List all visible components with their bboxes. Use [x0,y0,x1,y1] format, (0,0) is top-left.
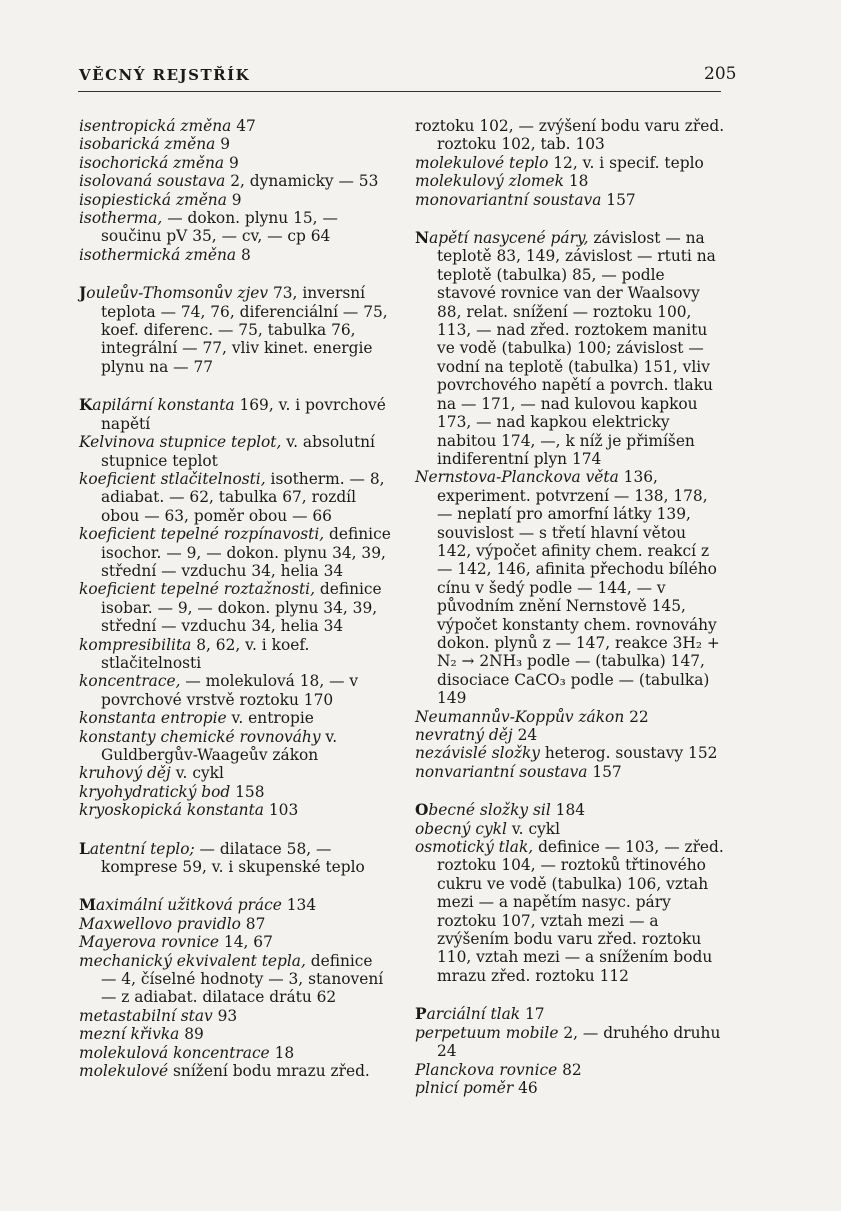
index-entry [415,1005,725,1023]
entry-term: isentropická změna [79,117,232,135]
entry-term: apilární konstanta [92,396,235,415]
entry-references: 184 [550,801,586,820]
entry-term: koeficient tepelné roztažnosti, [79,580,315,599]
entry-references: definice isochor. — 9, — dokon. plynu 34, 39, střední — vzduchu 34, helia 34 [101,525,391,580]
entry-references: 8, 62, v. i koef. stlačitelnosti [101,635,310,672]
entry-term: mechanický ekvivalent tepla, [79,951,306,970]
entry-references: 46 [513,1078,538,1097]
entry-initial: L [79,839,90,858]
entry-references: 2, dynamicky — 53 [225,172,379,191]
entry-references: 12, v. i specif. teplo [548,153,704,172]
entry-references: 93 [212,1006,238,1025]
index-entry [415,801,725,819]
index-entry [79,840,391,877]
entry-initial: N [415,229,430,248]
entry-references: v. entropie [226,709,314,728]
entry-references: v. cykl [170,764,224,783]
entry-term: Nernstova-Planckova věta [415,468,619,487]
entry-term: nonvariantní soustava [415,762,588,781]
index-entry [79,246,391,264]
index-entry [79,284,391,376]
entry-references: v. Guldbergův-Waageův zákon [101,727,338,764]
entry-references: 87 [240,914,266,933]
entry-term: obecný cykl [415,819,507,838]
index-entry [415,708,725,726]
index-entry [415,1024,725,1061]
entry-term: ouleův-Thomsonův zjev [86,284,269,303]
entry-term: monovariantní soustava [415,190,602,209]
index-entry [415,1079,725,1097]
entry-term: metastabilní stav [79,1006,213,1025]
index-entry [415,726,725,744]
index-entry [79,209,391,246]
index-entry [79,709,391,727]
entry-references: 136, experiment. potvrzení — 138, 178, — neplatí pro amorfní látky 139, souvislost — s třetí hlavní větou 142, výpočet afinity chem. reakcí z — 142, 146, afinita přechodu bílého cínu v šedý podle — 144, — v původním znění Nernstově 145, výpočet konstanty chem. rovnováhy dokon. plynů z — 147, reakce 3H₂ + N₂ → 2NH₃ podle — (tabulka) 147, disociace CaCO₃ podle — (tabulka) 149 [437,468,720,708]
entry-references: 8 [236,245,251,264]
index-entry [415,763,725,781]
entry-term: nezávislé složky [415,744,540,763]
index-entry [415,468,725,707]
index-entry [79,1044,391,1062]
entry-initial: M [79,896,97,915]
entry-references: 24 [512,726,538,744]
entry-term: isobarická změna [79,135,216,154]
index-entry [415,820,725,838]
entry-initial: K [79,396,93,415]
entry-references: heterog. soustavy 152 [539,744,718,763]
entry-term: nevratný děj [415,726,513,744]
index-entry [415,744,725,762]
entry-references: 9 [224,153,239,172]
index-entry [79,1062,391,1080]
index-entry [79,764,391,782]
entry-term: kruhový děj [79,764,171,783]
entry-references: snížení bodu mrazu zřed. [168,1062,370,1081]
entry-term: koncentrace, [79,672,181,691]
entry-term: mezní křivka [79,1025,180,1044]
index-entry [415,191,725,209]
entry-references: 157 [587,762,622,781]
entry-term: Neumannův-Koppův zákon [415,707,625,726]
index-entry [79,396,391,433]
entry-term: Mayerova rovnice [79,933,220,952]
entry-references: definice — 103, — zřed. roztoku 104, — roztoků třtinového cukru ve vodě (tabulka) 106, vztah mezi — a napětím nasyc. páry roztoku 107, vztah mezi — a zvýšením bodu varu zřed. roztoku 110, vztah mezi — a snížením bodu mrazu zřed. roztoku 112 [437,838,724,985]
entry-term: isochorická změna [79,153,225,172]
entry-references: 14, 67 [219,933,273,952]
entry-term: isothermická změna [79,245,237,264]
index-entry [79,154,391,172]
entry-references: 17 [520,1005,545,1024]
entry-initial: P [415,1005,427,1024]
entry-term: plnicí poměr [415,1078,514,1097]
index-entry [415,838,725,985]
header-rule [78,91,721,92]
entry-references: 9 [226,190,242,209]
index-entry [79,580,391,635]
entry-term: arciální tlak [426,1005,521,1024]
entry-references: — molekulová 18, — v povrchové vrstvě roztoku 170 [101,672,359,709]
entry-term: Kelvinova stupnice teplot, [79,433,282,452]
entry-references: 157 [601,190,636,209]
entry-term: perpetuum mobile [415,1023,559,1042]
entry-references: 47 [231,117,256,135]
index-entry [79,801,391,819]
index-entry [79,952,391,1007]
index-entry [79,1025,391,1043]
index-entry [415,172,725,190]
entry-term: isopiestická změna [79,190,227,209]
index-entry [79,636,391,673]
entry-references: definice — 4, číselné hodnoty — 3, stanovení — z adiabat. dilatace drátu 62 [101,951,384,1007]
index-entry [79,728,391,765]
index-entry [79,525,391,580]
index-entry [79,117,391,135]
entry-references: definice isobar. — 9, — dokon. plynu 34, 39, střední — vzduchu 34, helia 34 [101,580,382,636]
entry-references: závislost — na teplotě 83, 149, závislost — rtuti na teplotě (tabulka) 85, — podle stavové rovnice van der Waalsovy 88, relat. snížení — roztoku 100, 113, — nad zřed. roztokem manitu ve vodě (tabulka) 100; závislost — vodní na teplotě (tabulka) 151, vliv povrchového napětí a povrch. tlaku na — 171, — nad kulovou kapkou 173, — nad kapkou elektricky nabitou 174, —, k níž je přimíšen indiferentní plyn 174 [437,229,716,468]
entry-references: 9 [215,135,230,154]
index-entry [79,783,391,801]
entry-term: aximální užitková práce [96,896,282,915]
entry-references: 22 [624,707,649,726]
index-entry [415,117,725,154]
index-entry [415,154,725,172]
entry-references: 18 [269,1043,295,1062]
entry-references: v. cykl [506,819,561,838]
entry-term: apětí nasycené páry, [429,229,589,248]
entry-term: koeficient stlačitelnosti, [79,469,266,488]
entry-term: molekulový zlomek [415,172,564,191]
entry-references: 169, v. i povrchové napětí [101,396,386,433]
running-header-title: VĚCNÝ REJSTŘÍK [79,66,251,84]
index-entry [79,915,391,933]
entry-term: kryohydratický bod [79,782,231,801]
entry-term: molekulová koncentrace [79,1043,270,1062]
entry-references: 18 [563,172,589,191]
index-entry [415,229,725,468]
index-entry [79,1007,391,1025]
entry-references: 2, — druhého druhu 24 [437,1023,721,1061]
index-entry [79,896,391,914]
entry-references: 134 [281,896,317,915]
entry-references: isotherm. — 8, adiabat. — 62, tabulka 67, rozdíl obou — 63, poměr obou — 66 [101,469,385,525]
entry-term: kryoskopická konstanta [79,801,264,820]
index-entry [415,1061,725,1079]
entry-initial: J [79,284,87,303]
entry-references: 158 [230,782,265,801]
entry-references: 103 [263,801,299,820]
entry-term: koeficient tepelné rozpínavosti, [79,525,325,544]
index-entry [79,433,391,470]
entry-term: molekulové teplo [415,153,549,172]
entry-references: — dilatace 58, — komprese 59, v. i skupenské teplo [101,839,365,877]
entry-term: kompresibilita [79,635,192,654]
entry-initial: O [415,801,429,820]
entry-term: becné složky sil [428,801,551,820]
entry-references: 73, inversní teplota — 74, 76, diferenciální — 75, koef. diferenc. — 75, tabulka 76, integrální — 77, vliv kinet. energie plynu na — 77 [101,284,388,376]
entry-term: Maxwellovo pravidlo [79,914,241,933]
index-entry [79,470,391,525]
entry-term: molekulové [79,1062,169,1081]
entry-term: Planckova rovnice [415,1060,558,1079]
index-entry [79,672,391,709]
entry-term: osmotický tlak, [415,838,534,857]
entry-references: roztoku 102, — zvýšení bodu varu zřed. roztoku 102, tab. 103 [415,117,725,154]
entry-term: isotherma, [79,209,163,228]
index-column-right [415,117,725,1097]
entry-references: v. absolutní stupnice teplot [101,433,375,470]
index-entry [79,191,391,209]
index-entry [79,933,391,951]
index-column-left [79,117,391,1081]
entry-references: — dokon. plynu 15, — součinu pV 35, — cv, — cp 64 [101,209,338,246]
entry-term: konstanty chemické rovnováhy [79,727,321,746]
entry-term: atentní teplo; [89,839,195,858]
entry-term: isolovaná soustava [79,172,226,191]
entry-references: 82 [557,1060,582,1079]
entry-term: konstanta entropie [79,709,227,728]
index-entry [79,135,391,153]
index-entry [79,172,391,190]
page-number: 205 [704,64,737,84]
entry-references: 89 [179,1025,204,1044]
